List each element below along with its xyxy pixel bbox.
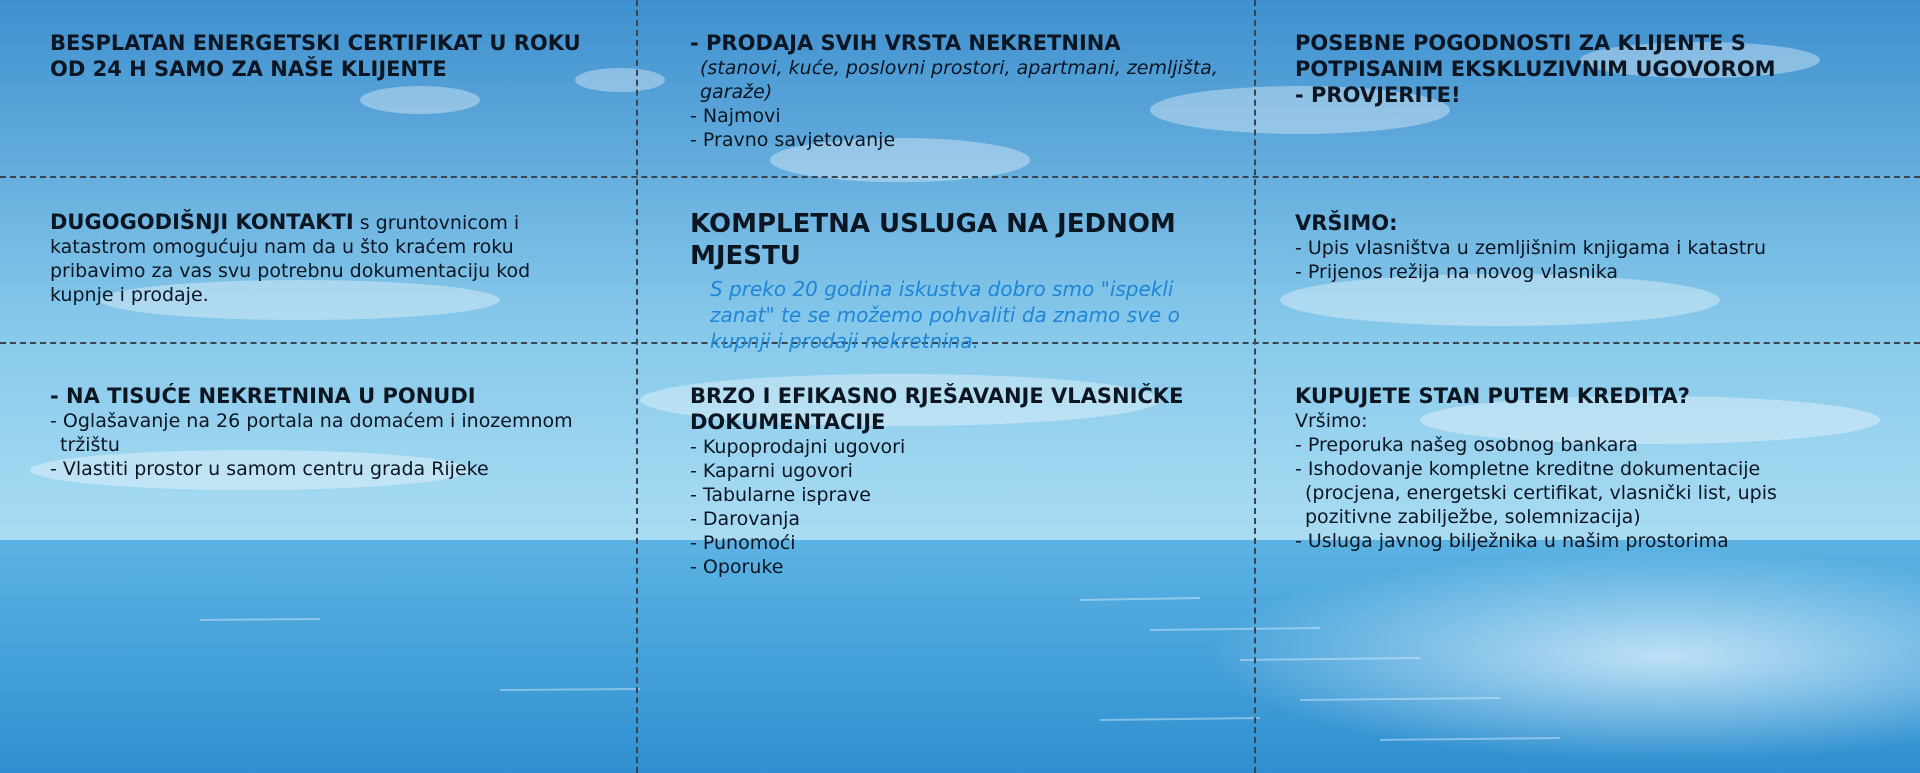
cell-longtime-contacts (50, 210, 590, 307)
cell-exclusive-benefits (1295, 30, 1835, 108)
list-item: - Kaparni ugovori (690, 460, 853, 482)
vertical-divider (1254, 0, 1256, 773)
cell-ownership-documents (690, 383, 1235, 579)
cell-heading: KUPUJETE STAN PUTEM KREDITA? (1295, 384, 1690, 408)
cell-energy-certificate (50, 30, 590, 82)
cell-heading: VRŠIMO: (1295, 211, 1398, 235)
vertical-divider (636, 0, 638, 773)
list-item: - Upis vlasništva u zemljišnim knjigama i katastru (1295, 237, 1767, 259)
list-item-continuation: (procjena, energetski certifikat, vlasnički list, upis (1305, 482, 1777, 504)
list-item-continuation: tržištu (60, 434, 120, 456)
list-item: - Najmovi (690, 105, 781, 127)
list-item: - Darovanja (690, 508, 801, 530)
cell-heading: - NA TISUĆE NEKRETNINA U PONUDI (50, 384, 476, 408)
cell-we-perform (1295, 210, 1855, 284)
cell-sales (690, 30, 1230, 152)
list-item: - Usluga javnog bilježnika u našim prostorima (1295, 530, 1729, 552)
list-item: - Kupoprodajni ugovori (690, 436, 906, 458)
list-item: - Pravno savjetovanje (690, 129, 896, 151)
cell-heading: - PRODAJA SVIH VRSTA NEKRETNINA (690, 31, 1121, 55)
cell-thousands-of-properties (50, 383, 610, 481)
cell-heading: BESPLATAN ENERGETSKI CERTIFIKAT U ROKU OD 24 H SAMO ZA NAŠE KLIJENTE (50, 31, 581, 81)
cell-heading: BRZO I EFIKASNO RJEŠAVANJE VLASNIČKE DOKUMENTACIJE (690, 384, 1184, 434)
horizontal-divider (0, 176, 1920, 178)
list-item: - Prijenos režija na novog vlasnika (1295, 261, 1619, 283)
list-item: - Ishodovanje kompletne kreditne dokumentacije (1295, 458, 1761, 480)
list-item: - Preporuka našeg osobnog bankara (1295, 434, 1638, 456)
list-item: - Punomoći (690, 532, 796, 554)
cell-heading: POSEBNE POGODNOSTI ZA KLIJENTE S POTPISANIM EKSKLUZIVNIM UGOVOROM (1295, 31, 1776, 81)
list-item: - Oglašavanje na 26 portala na domaćem i inozemnom (50, 410, 573, 432)
list-item: - Oporuke (690, 556, 784, 578)
cell-heading: DUGOGODIŠNJI KONTAKTI (50, 210, 354, 234)
list-item: - Tabularne isprave (690, 484, 871, 506)
cell-complete-service (690, 208, 1235, 354)
cell-intro: Vršimo: (1295, 410, 1368, 432)
cell-heading-callout: - PROVJERITE! (1295, 83, 1461, 107)
cell-highlight-text: S preko 20 godina iskustva dobro smo "ispekli zanat" te se možemo pohvaliti da znamo sve o kupnji i prodaji nekretnina. (710, 277, 1180, 353)
cell-text: s gruntovnicom i katastrom omogućuju nam da u što kraćem roku pribavimo za vas svu potrebnu dokumentaciju kod kupnje i prodaje. (50, 212, 531, 306)
list-item-continuation: pozitivne zabilježbe, solemnizacija) (1305, 506, 1641, 528)
cell-subtext: (stanovi, kuće, poslovni prostori, apartmani, zemljišta, garaže) (700, 57, 1218, 103)
cell-title: KOMPLETNA USLUGA NA JEDNOM MJESTU (690, 209, 1176, 271)
list-item: - Vlastiti prostor u samom centru grada Rijeke (50, 458, 489, 480)
cell-credit-purchase (1295, 383, 1885, 553)
